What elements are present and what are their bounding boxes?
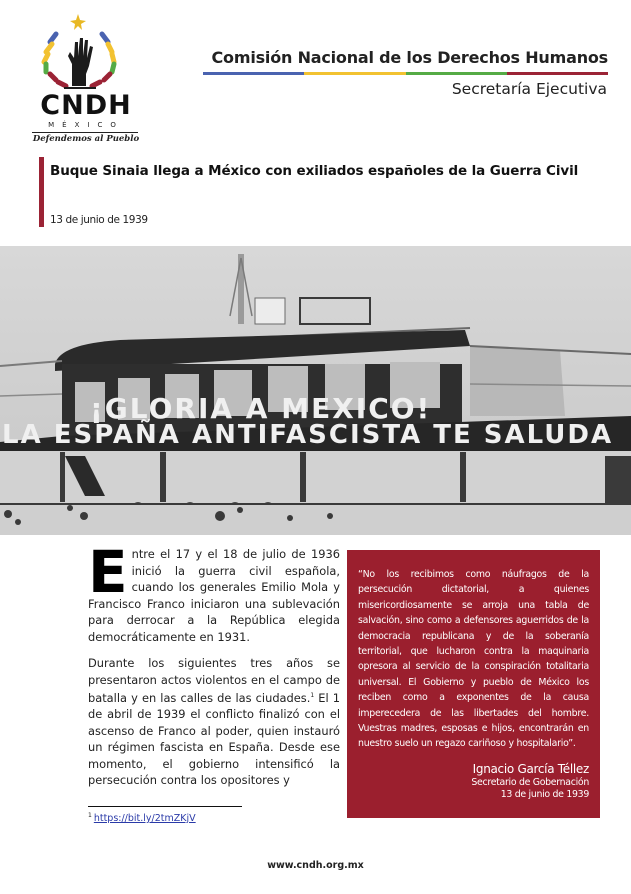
quote-author: Ignacio García Téllez bbox=[472, 761, 589, 776]
paragraph-1-text: ntre el 17 y el 18 de julio de 1936 inició la guerra civil española, cuando los generales Emilio Mola y Francisco Franco iniciaron una sublevación para derrocar a la República elegida democráticamente en 1931. bbox=[88, 547, 340, 644]
paragraph-2 bbox=[88, 655, 340, 789]
footnote-link[interactable]: https://bit.ly/2tmZKjV bbox=[93, 813, 196, 824]
footnote-reference[interactable]: 1 bbox=[310, 692, 315, 699]
quote-author-role: Secretario de Gobernación bbox=[471, 776, 589, 788]
banner-line-1: ¡GLORIA A MEXICO! bbox=[90, 392, 432, 425]
cndh-logo bbox=[28, 12, 144, 142]
title-accent-bar bbox=[39, 157, 44, 227]
footer-website[interactable]: www.cndh.org.mx bbox=[267, 860, 364, 871]
paragraph-2-text-a: Durante los siguientes tres años se presentaron actos violentos en el campo de batalla y en las calles de las ciudades. bbox=[88, 656, 340, 705]
organization-subtitle: Secretaría Ejecutiva bbox=[451, 80, 607, 98]
organization-title: Comisión Nacional de los Derechos Humanos bbox=[211, 48, 608, 67]
raised-hand-laurel-star-icon bbox=[28, 12, 144, 94]
document-date: 13 de junio de 1939 bbox=[50, 214, 148, 226]
color-bar-red bbox=[507, 72, 608, 75]
banner-line-2: LA ESPAÑA ANTIFASCISTA TE SALUDA bbox=[2, 420, 614, 450]
footnote bbox=[88, 812, 196, 824]
color-bar-yellow bbox=[304, 72, 405, 75]
logo-motto: Defendemos al Pueblo bbox=[32, 134, 140, 144]
logo-divider bbox=[32, 132, 138, 133]
logo-wordmark: CNDH bbox=[40, 90, 132, 121]
article-body bbox=[88, 538, 340, 799]
color-bar-green bbox=[406, 72, 507, 75]
drop-cap: E bbox=[88, 538, 128, 606]
paragraph-1 bbox=[88, 538, 340, 645]
quote-text: “No los recibimos como náufragos de la persecución dictatorial, a quienes misericordiosamente se arroja una tabla de salvación, sino como a defensores aguerridos de la democracia republicana y de la soberanía territorial, que lucharon contra la maquinaria opresora al servicio de la conspiración totalitaria universal. El Gobierno y pueblo de México los reciben como a exponentes de la causa imperecedera de las libertades del hombre. Vuestras madres, esposas e hijos, encontrarán en nuestro suelo un regazo cariñoso y hospitalario”. bbox=[358, 569, 589, 750]
logo-country: MÉXICO bbox=[48, 121, 124, 129]
quote-date: 13 de junio de 1939 bbox=[500, 788, 589, 800]
document-title: Buque Sinaia llega a México con exiliados españoles de la Guerra Civil bbox=[50, 163, 579, 179]
color-bar-blue bbox=[203, 72, 304, 75]
footnote-divider bbox=[88, 806, 242, 807]
paragraph-2-text-b: El 1 de abril de 1939 el conflicto finalizó con el ascenso de Franco al poder, quien instauró un régimen fascista en España. Desde ese momento, el gobierno intensificó la persecución contra los opositores y bbox=[88, 690, 340, 788]
quote-box bbox=[347, 550, 600, 818]
color-bar bbox=[203, 72, 608, 75]
ship-photo bbox=[0, 246, 631, 535]
footnote-number: 1 bbox=[88, 812, 92, 819]
